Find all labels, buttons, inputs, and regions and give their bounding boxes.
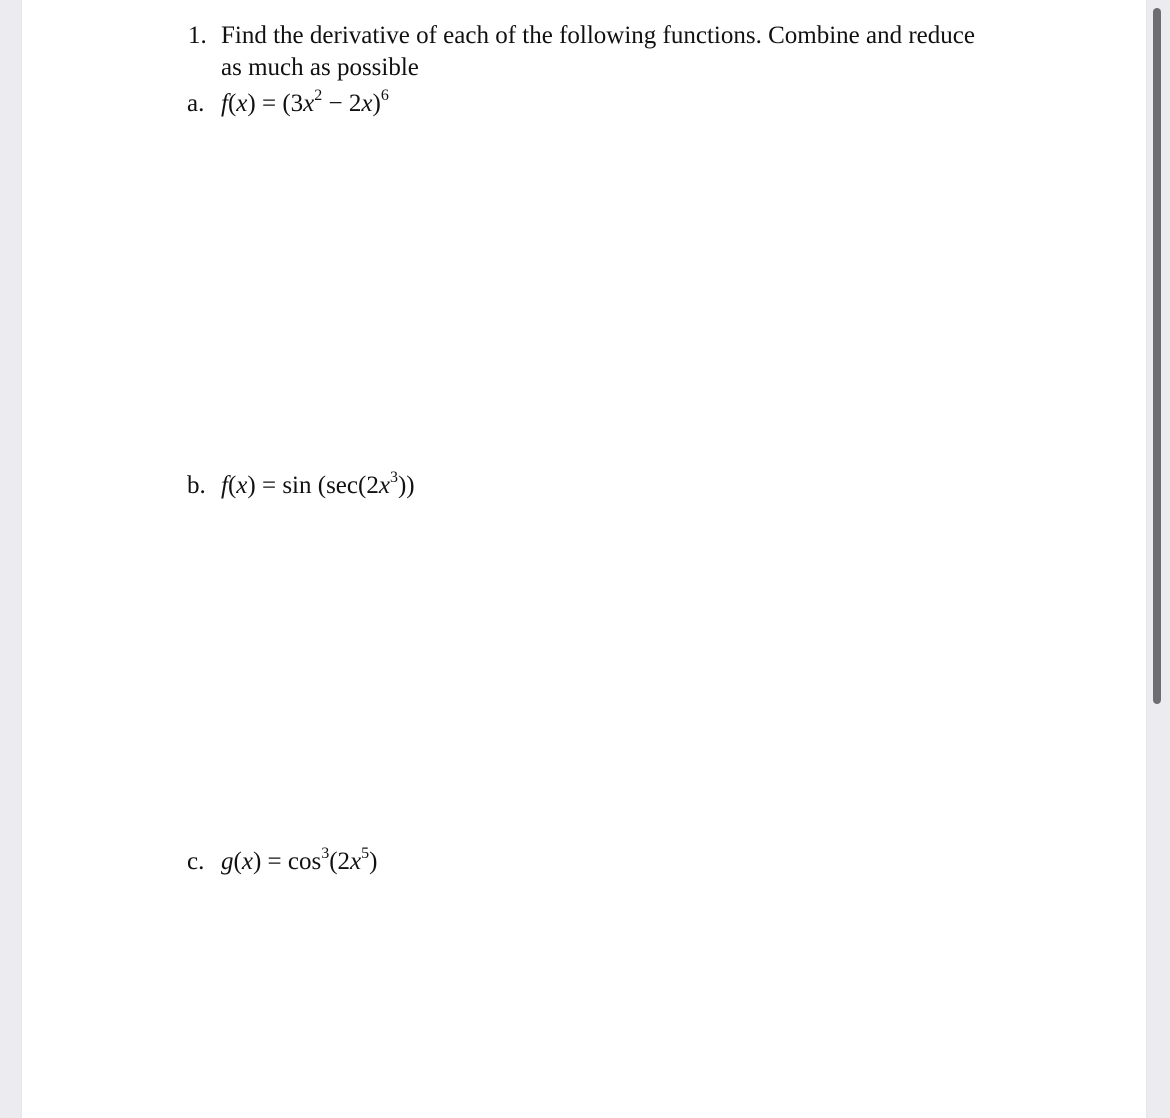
part-c-rhs-close: ) — [369, 848, 378, 875]
part-a-equation: $f(x) = (3x^2 - 2x)^6$ — [221, 86, 389, 117]
part-b-rhs-x: x — [378, 472, 390, 499]
part-a-rhs-exp2: 6 — [380, 86, 389, 104]
part-a-label: a. — [187, 90, 205, 117]
instruction-line-1: Find the derivative of each of the following functions. Combine and reduce — [221, 22, 975, 49]
part-b-lhs-fn: f — [221, 472, 228, 499]
part-b-rhs-pre: sin (sec(2 — [282, 472, 379, 499]
part-b-lhs-var: x — [236, 472, 248, 499]
problem-number: 1. — [188, 22, 207, 49]
part-a-rhs-mid: − 2 — [322, 90, 362, 117]
part-a-rhs-x1: x — [303, 90, 315, 117]
part-c-label: c. — [187, 848, 205, 875]
part-c-lhs-var: x — [241, 848, 253, 875]
part-c-rhs-fn-exp: 3 — [321, 844, 330, 862]
part-b-equation: $f(x) = \sin (\sec(2x^3))$ — [221, 468, 415, 499]
part-a-rhs-close: ) — [372, 90, 381, 117]
part-c-rhs-x: x — [350, 848, 362, 875]
part-b-rhs-exp: 3 — [389, 468, 398, 486]
part-a-rhs-x2: x — [361, 90, 373, 117]
part-c-lhs-fn: g — [221, 848, 234, 875]
part-c-rhs-open: (2 — [329, 848, 351, 875]
part-b-rhs-close: )) — [397, 472, 415, 499]
part-a-lhs-fn: f — [221, 90, 228, 117]
part-c-rhs-exp: 5 — [361, 844, 370, 862]
instruction-line-2: as much as possible — [221, 54, 419, 81]
document-page — [22, 0, 1146, 1118]
part-c-rhs-fn: cos — [287, 848, 322, 875]
part-a-rhs-open: (3 — [282, 90, 304, 117]
part-c-equation: $g(x) = \cos^3(2x^5)$ — [221, 844, 378, 875]
part-a-lhs-var: x — [236, 90, 248, 117]
part-b-label: b. — [187, 472, 206, 499]
scrollbar-thumb[interactable] — [1153, 8, 1161, 704]
part-a-rhs-exp1: 2 — [314, 86, 323, 104]
